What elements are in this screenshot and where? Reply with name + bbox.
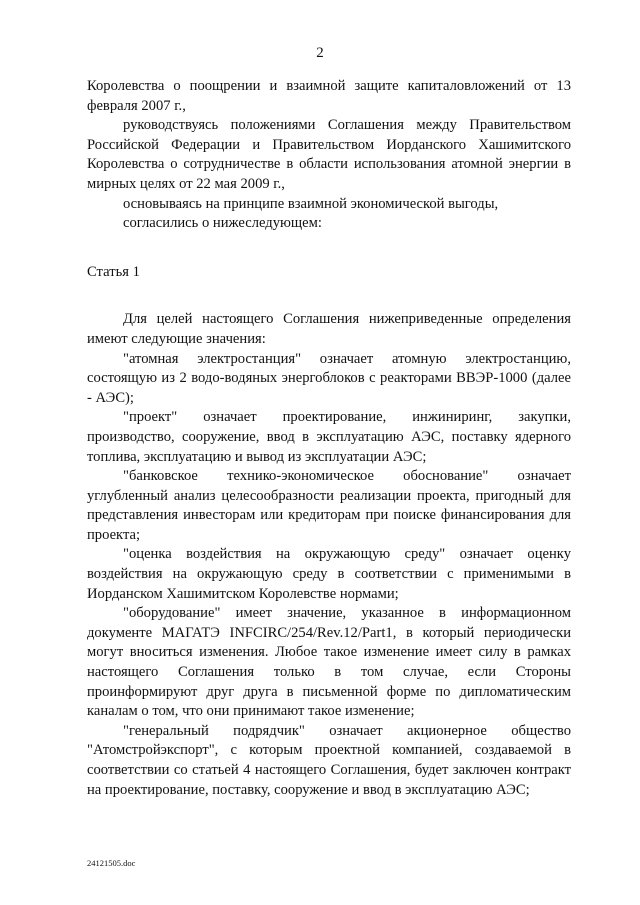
footer-filename: 24121505.doc (87, 858, 136, 868)
definition-bankable-feasibility-study: "банковское технико-экономическое обоснование" означает углубленный анализ целесообразности реализации проекта, пригодный для представления инвесторам или кредиторам при поиске финансирования для проекта; (87, 468, 571, 543)
definition-equipment: "оборудование" имеет значение, указанное в информационном документе МАГАТЭ INFCIRC/254/Rev.12/Part1, в который периодически могут вноситься изменения. Любое такое изменение имеет силу в рамках настоящего Соглашения только в том случае, если Стороны проинформируют друг друга в письменной форме по дипломатическим каналам о том, что они принимают такое изменение; (87, 605, 571, 720)
article-paragraph-definitions-intro: Для целей настоящего Соглашения нижеприведенные определения имеют следующие значения: (87, 311, 571, 347)
page-number: 2 (316, 45, 324, 61)
definition-environmental-impact-assessment: "оценка воздействия на окружающую среду" означает оценку воздействия на окружающую среду в соответствии с применимыми в Иорданском Хашимитском Королевстве нормами; (87, 546, 571, 602)
intro-paragraph-continuation: Королевства о поощрении и взаимной защите капиталовложений от 13 февраля 2007 г., (87, 78, 571, 114)
document-body (87, 77, 571, 800)
definition-nuclear-power-plant: "атомная электростанция" означает атомную электростанцию, состоящую из 2 водо-водяных энергоблоков с реакторами ВВЭР-1000 (далее - АЭС); (87, 350, 571, 406)
intro-paragraph-mutual-benefit: основываясь на принципе взаимной экономической выгоды, (123, 195, 499, 212)
intro-paragraph-agreed: согласились о нижеследующем: (123, 215, 322, 232)
definition-project: "проект" означает проектирование, инжиниринг, закупки, производство, сооружение, ввод в эксплуатацию АЭС, поставку ядерного топлива, эксплуатацию и вывод из эксплуатации АЭС; (87, 409, 571, 465)
definition-general-contractor: "генеральный подрядчик" означает акционерное общество "Атомстройэкспорт", с которым проектной компанией, создаваемой в соответствии со статьей 4 настоящего Соглашения, будет заключен контракт на проектирование, поставку, сооружение и ввод в эксплуатацию АЭС; (87, 722, 571, 798)
article-heading: Статья 1 (87, 263, 140, 280)
intro-paragraph-guided-by: руководствуясь положениями Соглашения между Правительством Российской Федерации и Правительством Иорданского Хашимитского Королевства о сотрудничестве в области использования атомной энергии в мирных целях от 22 мая 2009 г., (87, 117, 571, 192)
